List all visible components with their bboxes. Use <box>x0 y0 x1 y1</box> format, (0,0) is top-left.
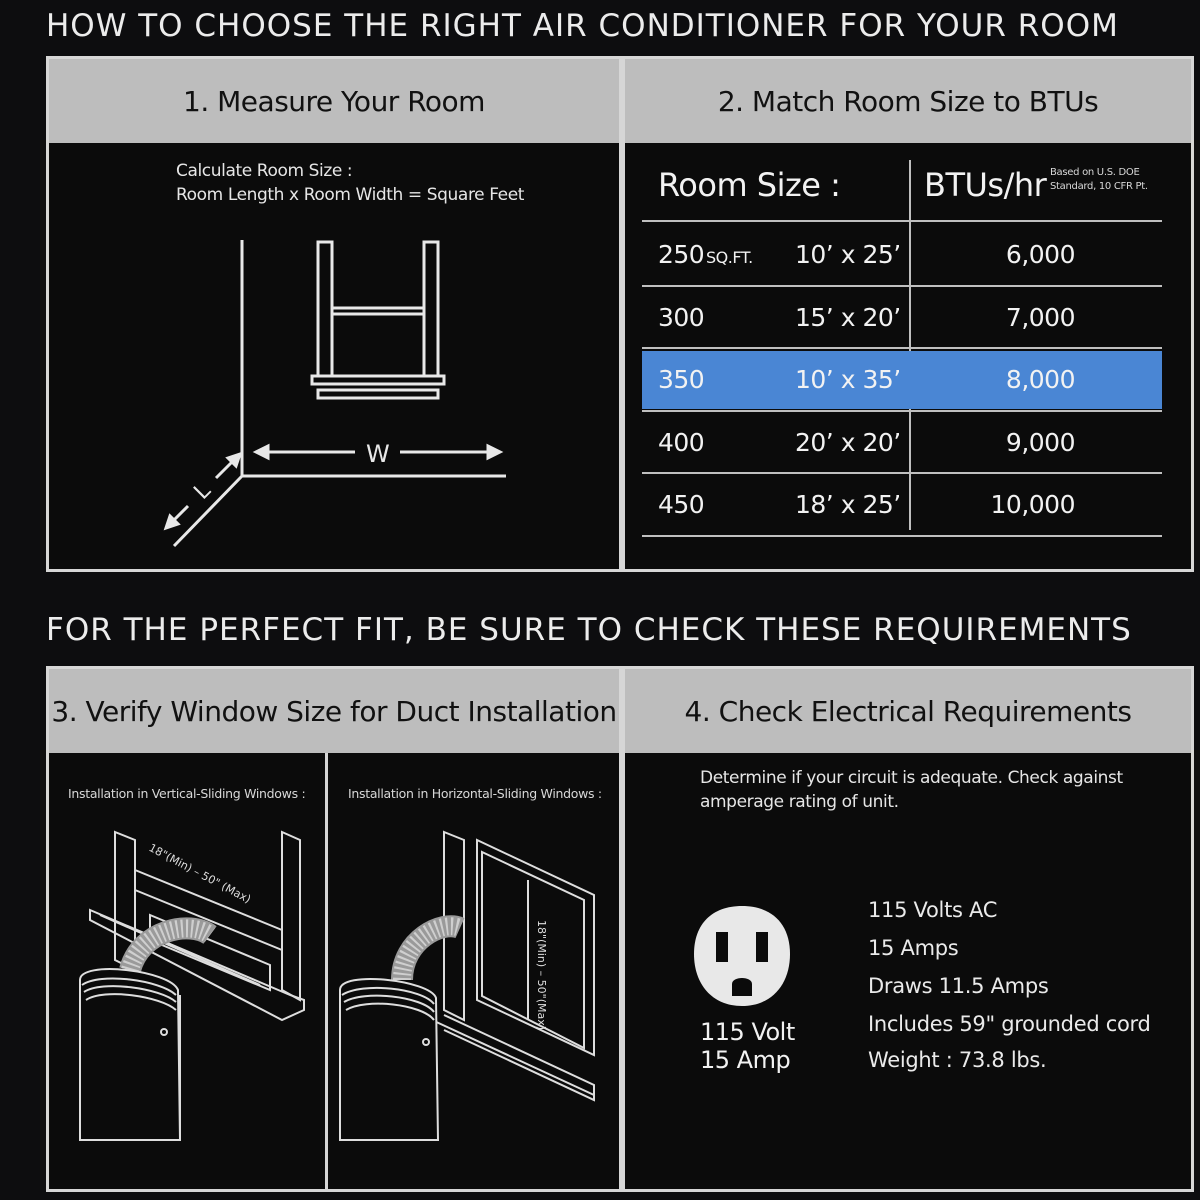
btu-note-line1: Based on U.S. DOE <box>1050 167 1140 178</box>
outlet-icon <box>692 904 792 1008</box>
spec-cord: Includes 59" grounded cord <box>868 1012 1151 1036</box>
room-sqft-cell: 450 <box>658 490 705 519</box>
vertical-window-label: Installation in Vertical-Sliding Windows : <box>68 786 306 801</box>
spec-weight: Weight : 73.8 lbs. <box>868 1048 1047 1072</box>
window-icon <box>312 242 444 398</box>
btu-note-line2: Standard, 10 CFR Pt. <box>1050 181 1148 192</box>
step3-title: 3. Verify Window Size for Duct Installation <box>51 694 617 728</box>
btu-header: BTUs/hr <box>924 166 1047 204</box>
room-sqft-cell: 250 <box>658 240 705 269</box>
electrical-intro-line1: Determine if your circuit is adequate. Check against <box>700 768 1123 788</box>
room-sqft-cell: 400 <box>658 427 705 457</box>
calc-formula-line1: Calculate Room Size : <box>176 161 353 181</box>
outlet-rating-line2: 15 Amp <box>700 1046 791 1074</box>
electrical-intro-line2: amperage rating of unit. <box>700 792 899 812</box>
btu-table-row <box>642 476 1162 534</box>
length-label: L <box>189 478 216 505</box>
horizontal-window-label: Installation in Horizontal-Sliding Windows : <box>348 786 602 801</box>
room-dimensions-cell: 18’ x 25’ <box>795 490 901 519</box>
step4-title: 4. Check Electrical Requirements <box>684 694 1132 728</box>
room-dimensions-cell: 10’ x 35’ <box>795 365 901 394</box>
requirements-heading: FOR THE PERFECT FIT, BE SURE TO CHECK THESE REQUIREMENTS <box>46 612 1132 648</box>
outlet-rating-line1: 115 Volt <box>700 1018 795 1046</box>
btu-value-cell: 10,000 <box>990 490 1075 519</box>
table-row-rule <box>642 347 1162 349</box>
btu-value-cell: 8,000 <box>1005 365 1075 394</box>
step1-header <box>49 59 619 143</box>
spec-draw: Draws 11.5 Amps <box>868 974 1049 998</box>
room-dimensions-cell: 10’ x 25’ <box>795 240 901 269</box>
spec-voltage: 115 Volts AC <box>868 898 998 922</box>
width-label: W <box>366 440 390 468</box>
room-sqft-cell: 300 <box>658 302 705 332</box>
room-dimensions-cell: 20’ x 20’ <box>795 427 901 457</box>
panel-divider <box>619 59 625 569</box>
btu-value-cell: 6,000 <box>1005 240 1075 269</box>
sqft-unit-label: SQ.FT. <box>706 248 753 267</box>
table-header-rule <box>642 220 1162 222</box>
table-row-rule <box>642 410 1162 412</box>
horizontal-dimension: 18"(Min) – 50"(Max) <box>535 920 548 1031</box>
horizontal-window-illustration <box>332 820 612 1180</box>
calc-formula-line2: Room Length x Room Width = Square Feet <box>176 185 525 205</box>
step1-title: 1. Measure Your Room <box>183 84 485 118</box>
window-type-divider <box>325 753 328 1189</box>
btu-table-row <box>642 351 1162 409</box>
step3-header <box>49 669 619 753</box>
vertical-dimension: 18"(Min) – 50" (Max) <box>146 841 253 906</box>
btu-value-cell: 9,000 <box>1005 427 1075 457</box>
btu-table-row <box>642 414 1162 472</box>
room-measure-diagram <box>150 230 530 560</box>
btu-value-cell: 7,000 <box>1005 302 1075 332</box>
panel-divider-bottom <box>619 669 625 1189</box>
spec-amps: 15 Amps <box>868 936 959 960</box>
table-row-rule <box>642 285 1162 287</box>
step2-header <box>625 59 1191 143</box>
room-sqft-cell: 350 <box>658 365 705 394</box>
page-heading: HOW TO CHOOSE THE RIGHT AIR CONDITIONER FOR YOUR ROOM <box>46 8 1119 44</box>
table-row-rule <box>642 535 1162 537</box>
room-dimensions-cell: 15’ x 20’ <box>795 302 901 332</box>
table-row-rule <box>642 472 1162 474</box>
room-size-header: Room Size : <box>658 166 841 204</box>
step4-header <box>625 669 1191 753</box>
vertical-window-illustration <box>60 820 320 1180</box>
step2-title: 2. Match Room Size to BTUs <box>717 84 1099 118</box>
btu-table-row <box>642 289 1162 347</box>
